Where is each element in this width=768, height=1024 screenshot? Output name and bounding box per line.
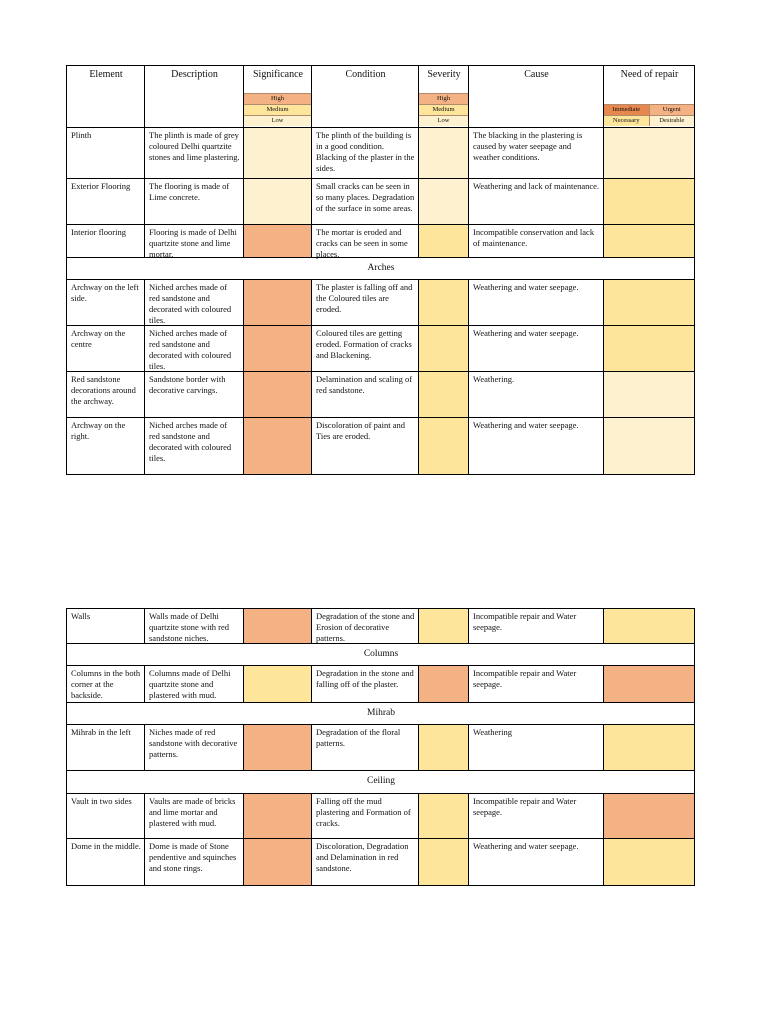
condition-cell: Falling off the mud plastering and Formation of cracks. (312, 794, 419, 839)
severity-cell (419, 839, 469, 886)
table-row (67, 372, 695, 418)
table-row (67, 128, 695, 179)
significance-cell (244, 372, 312, 418)
legend-desirable: Desirable (649, 116, 695, 126)
severity-cell (419, 280, 469, 326)
table-row (67, 225, 695, 258)
condition-cell: Small cracks can be seen in so many places. Degradation of the surface in some areas. (312, 179, 419, 225)
header-need-of-repair (604, 66, 695, 128)
legend-urgent: Urgent (649, 105, 695, 115)
table-row (67, 179, 695, 225)
severity-cell (419, 372, 469, 418)
need-of-repair-cell (604, 725, 695, 771)
description-cell: Niched arches made of red sandstone and decorated with coloured tiles. (145, 418, 244, 475)
section-title: Mihrab (67, 703, 695, 725)
significance-legend (244, 93, 311, 126)
section-title: Columns (67, 644, 695, 666)
element-cell: Walls (67, 609, 145, 644)
table-row (67, 326, 695, 372)
severity-cell (419, 666, 469, 703)
significance-cell (244, 225, 312, 258)
severity-cell (419, 418, 469, 475)
condition-cell: Degradation of the floral patterns. (312, 725, 419, 771)
description-cell: The plinth is made of grey coloured Delhi quartzite stones and lime plastering. (145, 128, 244, 179)
condition-cell: Discoloration, Degradation and Delamination in red sandstone. (312, 839, 419, 886)
cause-cell: The blacking in the plastering is caused by water seepage and weather conditions. (469, 128, 604, 179)
table-row (67, 280, 695, 326)
header-row (67, 66, 695, 128)
header-significance-label: Significance (253, 69, 303, 80)
cause-cell: Incompatible repair and Water seepage. (469, 609, 604, 644)
significance-cell (244, 609, 312, 644)
element-cell: Vault in two sides (67, 794, 145, 839)
element-cell: Mihrab in the left (67, 725, 145, 771)
significance-cell (244, 280, 312, 326)
condition-cell: Discoloration of paint and Ties are eroded. (312, 418, 419, 475)
cause-cell: Weathering and water seepage. (469, 280, 604, 326)
header-condition: Condition (312, 66, 419, 128)
condition-cell: Delamination and scaling of red sandstone. (312, 372, 419, 418)
section-header-row (67, 703, 695, 725)
table-row (67, 725, 695, 771)
legend-high: High (244, 93, 311, 104)
cause-cell: Incompatible repair and Water seepage. (469, 666, 604, 703)
repair-legend (604, 104, 694, 126)
header-significance (244, 66, 312, 128)
legend-low: Low (419, 115, 468, 126)
significance-cell (244, 418, 312, 475)
significance-cell (244, 128, 312, 179)
severity-cell (419, 128, 469, 179)
element-cell: Archway on the centre (67, 326, 145, 372)
header-element: Element (67, 66, 145, 128)
legend-low: Low (244, 115, 311, 126)
need-of-repair-cell (604, 609, 695, 644)
element-cell: Columns in the both corner at the backside. (67, 666, 145, 703)
legend-high: High (419, 93, 468, 104)
description-cell: Niched arches made of red sandstone and decorated with coloured tiles. (145, 280, 244, 326)
legend-necessary: Necessary (604, 116, 649, 126)
header-cause: Cause (469, 66, 604, 128)
significance-cell (244, 326, 312, 372)
significance-cell (244, 666, 312, 703)
need-of-repair-cell (604, 418, 695, 475)
description-cell: Vaults are made of bricks and lime mortar and plastered with mud. (145, 794, 244, 839)
need-of-repair-cell (604, 666, 695, 703)
severity-cell (419, 725, 469, 771)
condition-cell: Degradation in the stone and falling off of the plaster. (312, 666, 419, 703)
need-of-repair-cell (604, 179, 695, 225)
description-cell: Niched arches made of red sandstone and decorated with coloured tiles. (145, 326, 244, 372)
element-cell: Interior flooring (67, 225, 145, 258)
table-row (67, 609, 695, 644)
section-header-row (67, 644, 695, 666)
need-of-repair-cell (604, 372, 695, 418)
description-cell: Flooring is made of Delhi quartzite stone and lime mortar. (145, 225, 244, 258)
severity-cell (419, 794, 469, 839)
significance-cell (244, 179, 312, 225)
table-row (67, 839, 695, 886)
severity-legend (419, 93, 468, 126)
element-cell: Plinth (67, 128, 145, 179)
repair-legend-row (604, 104, 694, 115)
table-row (67, 418, 695, 475)
condition-cell: The plaster is falling off and the Coloured tiles are eroded. (312, 280, 419, 326)
need-of-repair-cell (604, 794, 695, 839)
header-description: Description (145, 66, 244, 128)
condition-cell: The plinth of the building is in a good condition. Blacking of the plaster in the sides. (312, 128, 419, 179)
header-severity (419, 66, 469, 128)
element-cell: Exterior Flooring (67, 179, 145, 225)
significance-cell (244, 794, 312, 839)
cause-cell: Incompatible repair and Water seepage. (469, 794, 604, 839)
repair-legend-row (604, 115, 694, 126)
cause-cell: Weathering and water seepage. (469, 418, 604, 475)
description-cell: Niches made of red sandstone with decorative patterns. (145, 725, 244, 771)
significance-cell (244, 839, 312, 886)
section-title: Arches (67, 258, 695, 280)
element-cell: Dome in the middle. (67, 839, 145, 886)
severity-cell (419, 179, 469, 225)
legend-medium: Medium (244, 104, 311, 115)
need-of-repair-cell (604, 225, 695, 258)
header-severity-label: Severity (427, 69, 461, 80)
assessment-table-2 (66, 608, 695, 886)
condition-cell: The mortar is eroded and cracks can be seen in some places. (312, 225, 419, 258)
need-of-repair-cell (604, 128, 695, 179)
table-row (67, 666, 695, 703)
legend-medium: Medium (419, 104, 468, 115)
cause-cell: Weathering and water seepage. (469, 839, 604, 886)
header-need-of-repair-label: Need of repair (620, 69, 679, 80)
table-row (67, 794, 695, 839)
severity-cell (419, 225, 469, 258)
cause-cell: Weathering and lack of maintenance. (469, 179, 604, 225)
significance-cell (244, 725, 312, 771)
section-header-row (67, 771, 695, 794)
description-cell: Sandstone border with decorative carvings. (145, 372, 244, 418)
need-of-repair-cell (604, 839, 695, 886)
need-of-repair-cell (604, 280, 695, 326)
description-cell: Walls made of Delhi quartzite stone with red sandstone niches. (145, 609, 244, 644)
section-title: Ceiling (67, 771, 695, 794)
description-cell: Dome is made of Stone pendentive and squinches and stone rings. (145, 839, 244, 886)
condition-cell: Degradation of the stone and Erosion of decorative patterns. (312, 609, 419, 644)
element-cell: Archway on the right. (67, 418, 145, 475)
element-cell: Archway on the left side. (67, 280, 145, 326)
severity-cell (419, 609, 469, 644)
description-cell: Columns made of Delhi quartzite stone and plastered with mud. (145, 666, 244, 703)
element-cell: Red sandstone decorations around the archway. (67, 372, 145, 418)
cause-cell: Weathering (469, 725, 604, 771)
legend-immediate: Immediate (604, 105, 649, 115)
cause-cell: Weathering. (469, 372, 604, 418)
assessment-table-1 (66, 65, 695, 475)
need-of-repair-cell (604, 326, 695, 372)
condition-cell: Coloured tiles are getting eroded. Formation of cracks and Blackening. (312, 326, 419, 372)
cause-cell: Incompatible conservation and lack of maintenance. (469, 225, 604, 258)
section-header-row (67, 258, 695, 280)
description-cell: The flooring is made of Lime concrete. (145, 179, 244, 225)
severity-cell (419, 326, 469, 372)
cause-cell: Weathering and water seepage. (469, 326, 604, 372)
